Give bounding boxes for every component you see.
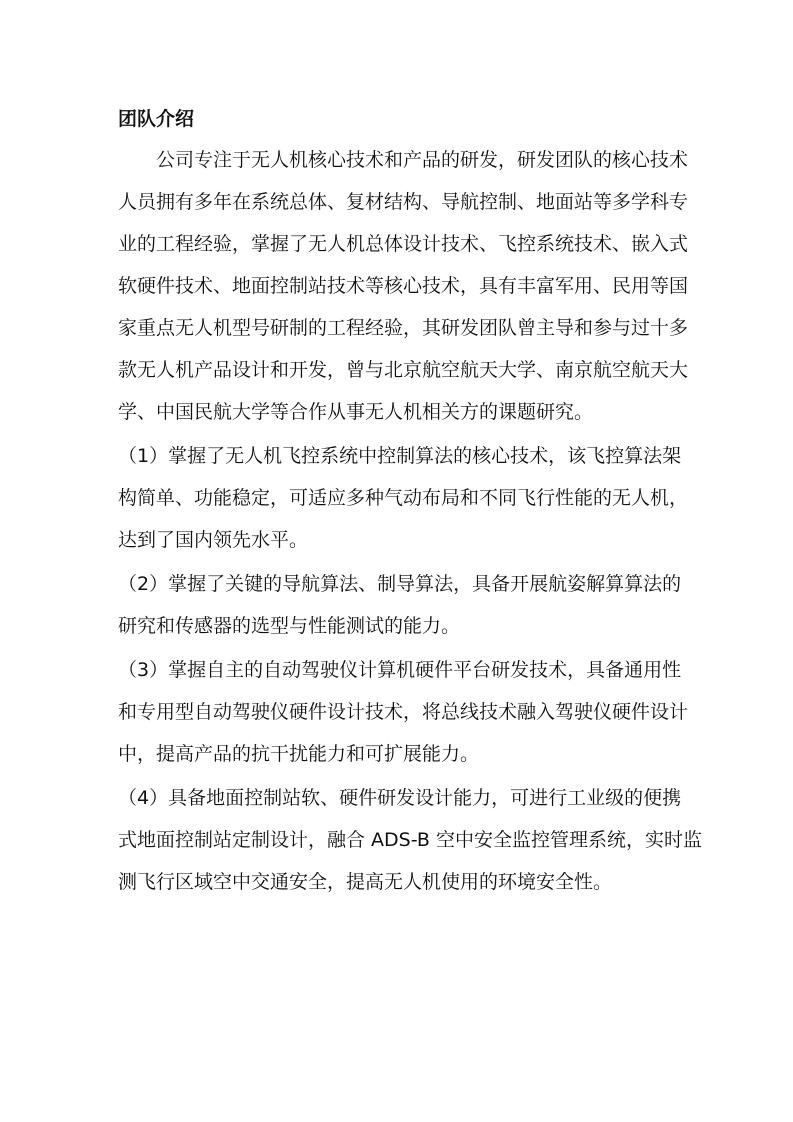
text-line: 式地面控制站定制设计，融合 ADS-B 空中安全监控管理系统，实时监 bbox=[118, 829, 702, 851]
text-line: 家重点无人机型号研制的工程经验，其研发团队曾主导和参与过十多 bbox=[118, 317, 689, 339]
text-line: （1）掌握了无人机飞控系统中控制算法的核心技术，该飞控算法架 bbox=[118, 445, 682, 467]
text-line: 款无人机产品设计和开发，曾与北京航空航天大学、南京航空航天大 bbox=[118, 359, 689, 381]
document-body bbox=[118, 146, 702, 912]
text-line: 业的工程经验，掌握了无人机总体设计技术、飞控系统技术、嵌入式 bbox=[118, 233, 689, 255]
text-line: 学、中国民航大学等合作从事无人机相关方的课题研究。 bbox=[118, 401, 594, 423]
paragraph bbox=[118, 146, 689, 440]
text-line: （2）掌握了关键的导航算法、制导算法，具备开展航姿解算算法的 bbox=[118, 573, 682, 595]
text-line: 中，提高产品的抗干扰能力和可扩展能力。 bbox=[118, 743, 480, 765]
text-line: 人员拥有多年在系统总体、复材结构、导航控制、地面站等多学科专 bbox=[118, 191, 689, 213]
text-line: 软硬件技术、地面控制站技术等核心技术，具有丰富军用、民用等国 bbox=[118, 275, 689, 297]
text-line: 和专用型自动驾驶仪硬件设计技术，将总线技术融入驾驶仪硬件设计 bbox=[118, 701, 689, 723]
text-line: 公司专注于无人机核心技术和产品的研发，研发团队的核心技术 bbox=[156, 149, 689, 171]
paragraph bbox=[118, 784, 702, 910]
text-line: 达到了国内领先水平。 bbox=[118, 529, 309, 551]
paragraph bbox=[118, 570, 682, 654]
section-title: 团队介绍 bbox=[118, 108, 195, 130]
text-line: 研究和传感器的选型与性能测试的能力。 bbox=[118, 615, 461, 637]
text-line: 构简单、功能稳定，可适应多种气动布局和不同飞行性能的无人机， bbox=[118, 487, 689, 509]
text-line: （4）具备地面控制站软、硬件研发设计能力，可进行工业级的便携 bbox=[118, 787, 682, 809]
paragraph bbox=[118, 656, 689, 782]
paragraph bbox=[118, 442, 689, 568]
text-line: 测飞行区域空中交通安全，提高无人机使用的环境安全性。 bbox=[118, 871, 613, 893]
text-line: （3）掌握自主的自动驾驶仪计算机硬件平台研发技术，具备通用性 bbox=[118, 659, 682, 681]
